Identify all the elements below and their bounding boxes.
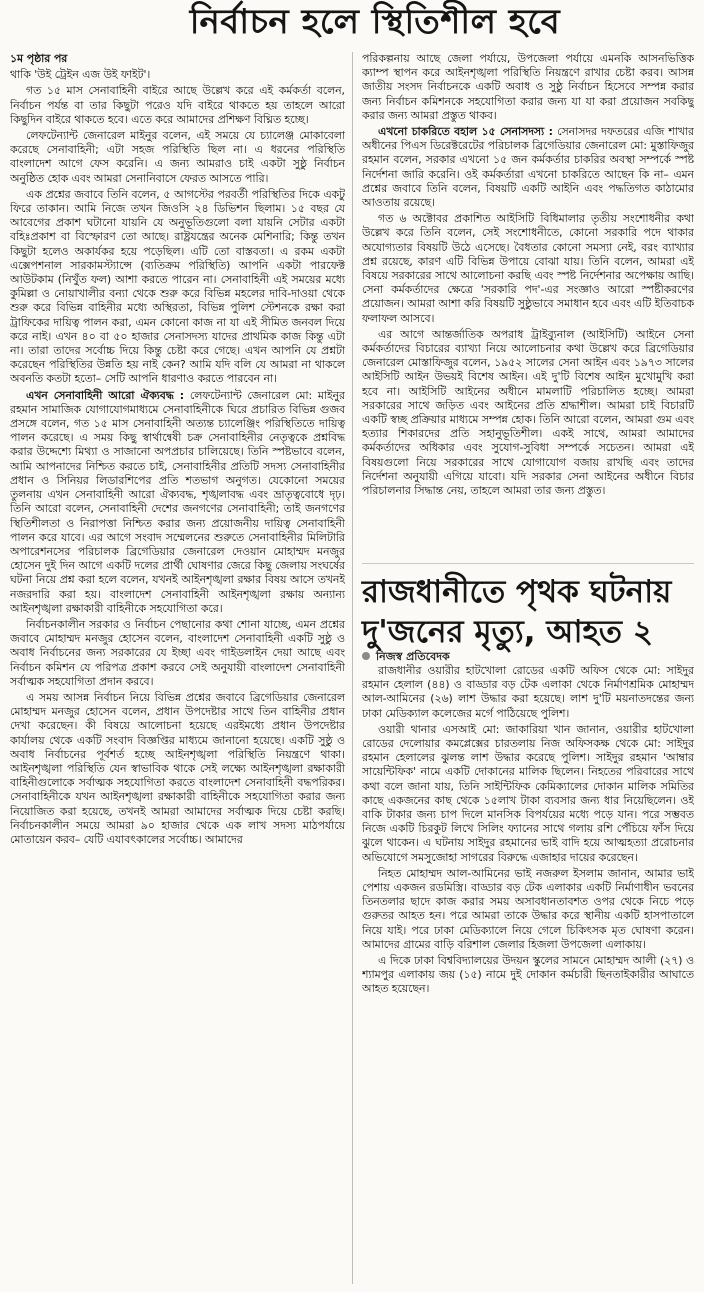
main-headline: নির্বাচন হলে স্থিতিশীল হবে <box>189 2 561 42</box>
paragraph-with-subhead <box>10 389 345 616</box>
paragraph: থাকি 'উই ট্রেইন এজ উই ফাইট'। <box>10 68 151 82</box>
column-divider <box>352 52 353 1284</box>
left-column <box>10 52 345 1287</box>
paragraph: এ দিকে ঢাকা বিশ্ববিদ্যালয়ের উদয়ন স্কুলের সামনে মোহাম্মদ আলী (২৭) ও শ্যামপুর এলাকায় জয় (১৫) নামে দুই দোকান কর্মচারী ছিনতাইকারীর আঘাতে আহত হয়েছেন। <box>362 954 694 996</box>
continuation-kicker: ১ম পৃষ্ঠার পর <box>10 52 68 65</box>
paragraph: এর আগে আন্তর্জাতিক অপরাধ ট্রাইব্যুনাল (আইসিটি) আইনে সেনা কর্মকর্তাদের বিচারের ব্যাখ্যা নিয়ে আলোচনার কথা উল্লেখ করে ব্রিগেডিয়ার জেনারেল মোস্তাফিজুর বলেন, ১৯৫২ সালের সেনা আইন এবং ১৯৭৩ সালের আইসিটি আইন উভয়ই বিশেষ আইন। এই দু'টি বিশেষ আইন মুখোমুখি করা হবে না। আইসিটি আইনের অধীনে মামলাটি পরিচালিত হচ্ছে। আমরা সরকারের সাথে জড়িত এবং আইনের প্রতি শ্রদ্ধাশীল। আমরা চাই বিচারটি একটি স্বচ্ছ প্রক্রিয়ার মাধ্যমে সম্পন্ন হোক। তিনি আরো বলেন, আমরা গুম এবং হত্যার শিকারদের প্রতি সহানুভূতিশীল। একই সাথে, আমরা আমাদের কর্মকর্তাদের অধিকার এবং সুযোগ-সুবিধা সম্পর্কে সচেতন। আমরা এই বিষয়গুলো নিয়ে সরকারের সাথে যোগাযোগ বজায় রাখছি এবং তাদের নির্দেশনা অনুযায়ী এগিয়ে যাবো। যদি সরকার সেনা আইনের অধীনে বিচার পরিচালনার সিদ্ধান্ত নেয়, তাহলে আমরা তার জন্য প্রস্তুত। <box>362 327 694 498</box>
paragraph-with-subhead <box>362 125 694 210</box>
paragraph: গত ৬ অক্টোবর প্রকাশিত আইসিটি বিধিমালার তৃতীয় সংশোধনীর কথা উল্লেখ করে তিনি বলেন, সেই সংশোধনীতে, কোনো সরকারি পদে থাকার অযোগ্যতার বিষয়টি উঠে এসেছে। বৈধতার কোনো সমস্যা নেই, বরং ব্যাখ্যার প্রশ্ন রয়েছে, কারণ এটি বিভিন্ন উপায়ে বোঝা যায়। তিনি বলেন, আমরা এই বিষয়ে সরকারের সাথে আলোচনা করছি এবং স্পষ্ট নির্দেশনার অপেক্ষায় আছি। সেনা কর্মকর্তাদের ক্ষেত্রে 'সরকারি পদ'-এর সংজ্ঞাও আরো স্পষ্টীকরণের প্রয়োজন। আমরা আশা করি বিষয়টি সুষ্ঠুভাবে সমাধান হবে এবং এটি ইতিবাচক ফলাফল আসবে। <box>362 212 694 325</box>
paragraph: এক প্রশ্নের জবাবে তিনি বলেন, ৫ আগস্টের পরবর্তী পরিস্থিতির দিকে একটু ফিরে তাকান। আমি নিজে তখন জিওসি ২৪ ডিভিশন ছিলাম। ১৫ বছর যে আবেগের প্রকাশ ঘটানো যায়নি যে অনুভূতিগুলো বলা যায়নি সেটার একটা বহিঃপ্রকাশ বা বিস্ফোরণ তো আছে। রাষ্ট্রযন্ত্রের অনেক মেশিনারি; কিন্তু তখন কিছুটা হলেও অকার্যকর হয়ে পড়েছিল। এটি তো বাস্তবতা। এ রকম একটা এক্সেপশনাল সারকামস্ট্যান্সে (ব্যতিক্রম পরিস্থিতি) আপনি একটা পারফেক্ট আউটকাম (নিখুঁত ফল) আশা করতে পারেন না। সেনাবাহিনী এই সময়ের মধ্যে কুমিল্লা ও নোয়াখালীর বন্যা থেকে শুরু করে বিভিন্ন মহলের দাবি-দাওয়া থেকে শুরু করে বিভিন্ন বাহিনীর মধ্যে অস্থিরতা, বিভিন্ন পুলিশ স্টেশনকে রক্ষা করা ট্রাফিকের দায়িত্ব পালন করা, এমন কোনো কাজ না যা এই সীমিত জনবল দিয়ে করে নাই। এখন ৪০ বা ৫০ হাজার সেনাসদস্য যাদের প্রাথমিক কাজ কিন্তু এটা না। তারা তাদের সর্বোচ্চ দিয়ে কিন্তু চেষ্টা করে গেছে। এখন আপনি যে প্রশ্নটা করেছেন পরিস্থিতির উন্নতি হয় নাই কেন? আমি যদি বলি যে আমরা না থাকলে অবনতি কতটা হতো– সেটি আপনি ধারণাও করতে পারবেন না। <box>10 187 345 386</box>
section-rule <box>362 563 694 564</box>
paragraph: গত ১৫ মাস সেনাবাহিনী বাইরে আছে উল্লেখ করে এই কর্মকর্তা বলেন, নির্বাচন পর্যন্ত বা তার কিছুটা পরেও যদি বাইরে থাকতে হয় তাহলে আরো কিছুদিন বাইরে থাকতে হবে। এতে করে আমাদের প্রশিক্ষণ বিঘ্নিত হচ্ছে। <box>10 84 345 126</box>
paragraph: রাজধানীর ওয়ারীর হাটখোলা রোডের একটি অফিস থেকে মো: সাইদুর রহমান হেলাল (৪৪) ও বাড্ডার বড় টেক এলাকা থেকে নির্মাণশ্রমিক মোহাম্মদ আল-আমিনের (২৬) লাশ উদ্ধার করা হয়েছে। লাশ দু'টি ময়নাতদন্তের জন্য ঢাকা মেডিক্যাল কলেজের মর্গে পাঠিয়েছে পুলিশ। <box>362 664 694 720</box>
byline <box>362 650 694 664</box>
paragraph: নির্বাচনকালীন সরকার ও নির্বাচন পেছানোর কথা শোনা যাচ্ছে, এমন প্রশ্নের জবাবে মোহাম্মদ মনজুর হোসেন বলেন, বাংলাদেশ সেনাবাহিনী একটি সুষ্ঠু ও অবাধ নির্বাচনের জন্য সরকারের যে ইচ্ছা এবং গাইডলাইন দেয়া আছে এবং নির্বাচন কমিশন যে পরিপত্র প্রকাশ করবে সেই অনুযায়ী বাংলাদেশ সেনাবাহিনী সর্বাত্মক সহযোগিতা প্রদান করবে। <box>10 617 345 688</box>
paragraph: লেফটেন্যান্ট জেনারেল মাইনুর বলেন, এই সময়ে যে চ্যালেঞ্জ মোকাবেলা করেছে সেনাবাহিনী; এটা সহজ পরিস্থিতি ছিল না। এ ধরনের পরিস্থিতি বাংলাদেশ আগে ফেস করেনি। এ জন্য আমরাও চাই একটা সুষ্ঠু নির্বাচন অনুষ্ঠিত হোক এবং আমরা সেনানিবাসে ফেরত আসতে পারি। <box>10 129 345 185</box>
subheading: এখন সেনাবাহিনী আরো ঐক্যবদ্ধ : <box>26 388 185 402</box>
paragraph: ওয়ারী থানার এসআই মো: জাকারিয়া খান জানান, ওয়ারীর হাটখোলা রোডের দেলোয়ার কমপ্লেক্সের চারতলায় নিজ অফিসকক্ষ থেকে মো: সাইদুর রহমান হেলালের ঝুলন্ত লাশ উদ্ধার করেছে পুলিশ। সাইদুর রহমান 'আম্বার সায়েন্টিফিক' নামে একটি দোকানের মালিক ছিলেন। নিহতের পরিবারের সাথে কথা বলে জানা যায়, তিনি সাইন্টিফিক কেমিক্যালের দোকান মালিক সমিতির কাছে একজনের কাছ থেকে ১৫লাখ টাকা ব্যবসার জন্য ধার নিয়েছিলেন। ওই বাকি টাকার জন্য চাপ দিলে মানসিক বিপর্যয়ের মধ্যে পড়ে যান। পরে সম্ভবত নিজে একটি চিরকুট লিখে সিলিং ফ্যানের সাথে গলায় রশি পেঁচিয়ে ফাঁস দিয়ে ঝুলে থাকেন। এ ঘটনায় সাইদুর রহমানের ভাই বাদি হয়ে আত্মহত্যা প্ররোচনার অভিযোগে সমসুজোহা সাগরের বিরুদ্ধে এজাহার দায়ের করেছেন। <box>362 722 694 864</box>
paragraph-text: লেফটেন্যান্ট জেনারেল মো: মাইনুর রহমান সামাজিক যোগাযোগমাধ্যমে সেনাবাহিনীকে ঘিরে প্রচারিত বিভিন্ন গুজব প্রসঙ্গে বলেন, গত ১৫ মাস সেনাবাহিনী অত্যন্ত চ্যালেঞ্জিং পরিস্থিতিতে দায়িত্ব পালন করেছে। এ সময় কিছু স্বার্থান্বেষী চক্র সেনাবাহিনীর নেতৃত্বকে প্রশ্নবিদ্ধ করার উদ্দেশ্যে মিথ্যা ও সাজানো অপপ্রচার চালিয়েছে। তিনি স্পষ্টভাবে বলেন, আমি আপনাদের নিশ্চিত করতে চাই, সেনাবাহিনীর প্রতিটি সদস্য সেনাবাহিনীর প্রধান ও সিনিয়র লিডারশিপের প্রতি শতভাগ অনুগত। যেকোনো সময়ের তুলনায় এখন সেনাবাহিনী আরো ঐক্যবদ্ধ, শৃঙ্খলাবদ্ধ এবং ভ্রাতৃত্ববোধে দৃঢ়। তিনি আরো বলেন, সেনাবাহিনী দেশের জনগণের সেনাবাহিনী; তাই জনগণের স্থিতিশীলতা ও নিরাপত্তা নিশ্চিত করার জন্য প্রয়োজনীয় দায়িত্ব সেনাবাহিনী পালন করে যাবে। এর আগে সংবাদ সম্মেলনের শুরুতে সেনাবাহিনীর মিলিটারি অপারেশনসের পরিচালক ব্রিগেডিয়ার জেনারেল দেওয়ান মোহাম্মদ মনজুর হোসেন দুই দিন আগে একটি দলের প্রার্থী ঘোষণার জেরে কিছু জেলায় সংঘর্ষের ঘটনা নিয়ে প্রশ্ন করা হলে বলেন, যখনই আইনশৃঙ্খলা রক্ষার বিষয় আসে তখনই নজরদারি করা হয়। বাংলাদেশ সেনাবাহিনী আইনশৃঙ্খলা রক্ষায় অন্যান্য আইনশৃঙ্খলা রক্ষাকারী বাহিনীকে সহযোগিতা করে। <box>10 388 345 615</box>
paragraph-text: সেনাসদর দফতরের এজি শাখার অধীনের পিএস ডিরেক্টরেটের পরিচালক ব্রিগেডিয়ার জেনারেল মো: মুস্তাফিজুর রহমান বলেন, সরকার এখনো ১৫ জন কর্মকর্তার চাকরির অবস্থা সম্পর্কে স্পষ্ট নির্দেশনা জারি করেনি। ওই কর্মকর্তারা এখনো চাকরিতে আছেন কি না– এমন প্রশ্নের জবাবে তিনি বলেন, বিষয়টি একটি আইনি এবং পদ্ধতিগত কাঠামোর আওতায় রয়েছে। <box>362 125 694 210</box>
paragraph: এ সময় আসন্ন নির্বাচন নিয়ে বিভিন্ন প্রশ্নের জবাবে ব্রিগেডিয়ার জেনারেল মোহাম্মদ মনজুর হোসেন বলেন, প্রধান উপদেষ্টার সাথে তিন বাহিনীর প্রধান দেখা করেছেন। কী বিষয়ে আলোচনা হয়েছে এরইমধ্যে প্রধান উপদেষ্টার কার্যালয় থেকে একটি সংবাদ বিজ্ঞপ্তির মাধ্যমে জানানো হয়েছে। একটি সুষ্ঠু ও অবাধ নির্বাচনের পূর্বশর্ত হচ্ছে আইনশৃঙ্খলা পরিস্থিতি নিয়ন্ত্রণে থাকা। আইনশৃঙ্খলা পরিস্থিতি যেন স্বাভাবিক থাকে সেই লক্ষ্যে আইনশৃঙ্খলা রক্ষাকারী বাহিনীগুলোকে সর্বাত্মক সহযোগিতা করতে বাংলাদেশ সেনাবাহিনী বদ্ধপরিকর। সেনাবাহিনীকে যখন আইনশৃঙ্খলা রক্ষাকারী বাহিনীকে সহযোগিতা করার জন্য নিয়োজিত করা হয়েছে, তখনই আমরা আমাদের সর্বাত্মক দিয়ে চেষ্টা করছি। নির্বাচনকালীন সময়ে আমরা ৯০ হাজার থেকে এক লাখ সদস্য মাঠপর্যায়ে মোতায়েন করব– যেটি এযাবৎকালের সর্বোচ্চ। আমাদের <box>10 690 345 846</box>
second-story-body <box>362 664 694 1284</box>
right-column-top <box>362 52 694 542</box>
bullet-icon <box>362 652 370 660</box>
second-story-headline: রাজধানীতে পৃথক ঘটনায় দু'জনের মৃত্যু, আহত ২ <box>362 574 672 650</box>
paragraph: পরিকল্পনায় আছে জেলা পর্যায়ে, উপজেলা পর্যায়ে এমনকি আসনভিত্তিক ক্যাম্প স্থাপন করে আইনশৃঙ্খলা পরিস্থিতি নিয়ন্ত্রণে রাখার চেষ্টা করব। আসন্ন জাতীয় সংসদ নির্বাচনকে একটি অবাধ ও সুষ্ঠু নির্বাচন হিসেবে সম্পন্ন করার জন্য নির্বাচন কমিশনকে সহযোগিতা করার জন্য যা যা করা প্রয়োজন সবকিছু করার জন্য আমরা প্রস্তুত থাকব। <box>362 52 694 122</box>
subheading: এখনো চাকরিতে বহাল ১৫ সেনাসদস্য : <box>378 125 553 139</box>
reporter-name: নিজস্ব প্রতিবেদক <box>376 650 450 663</box>
paragraph: নিহত মোহাম্মদ আল-আমিনের ভাই নজরুল ইসলাম জানান, আমার ভাই পেশায় একজন রডমিস্ত্রি। বাড্ডার বড় টেক এলাকার একটি নির্মাণাধীন ভবনের তিনতলার ছাদে কাজ করার সময় অসাবধানতাবশত ওপর থেকে নিচে পড়ে গুরুতর আহত হন। পরে আমরা তাকে উদ্ধার করে স্থানীয় একটি হাসপাতালে নিয়ে যাই। পরে ঢাকা মেডিক্যালে নিয়ে গেলে চিকিৎসক মৃত ঘোষণা করেন। আমাদের গ্রামের বাড়ি বরিশাল জেলার হিজলা উপজেলা এলাকায়। <box>362 866 694 951</box>
